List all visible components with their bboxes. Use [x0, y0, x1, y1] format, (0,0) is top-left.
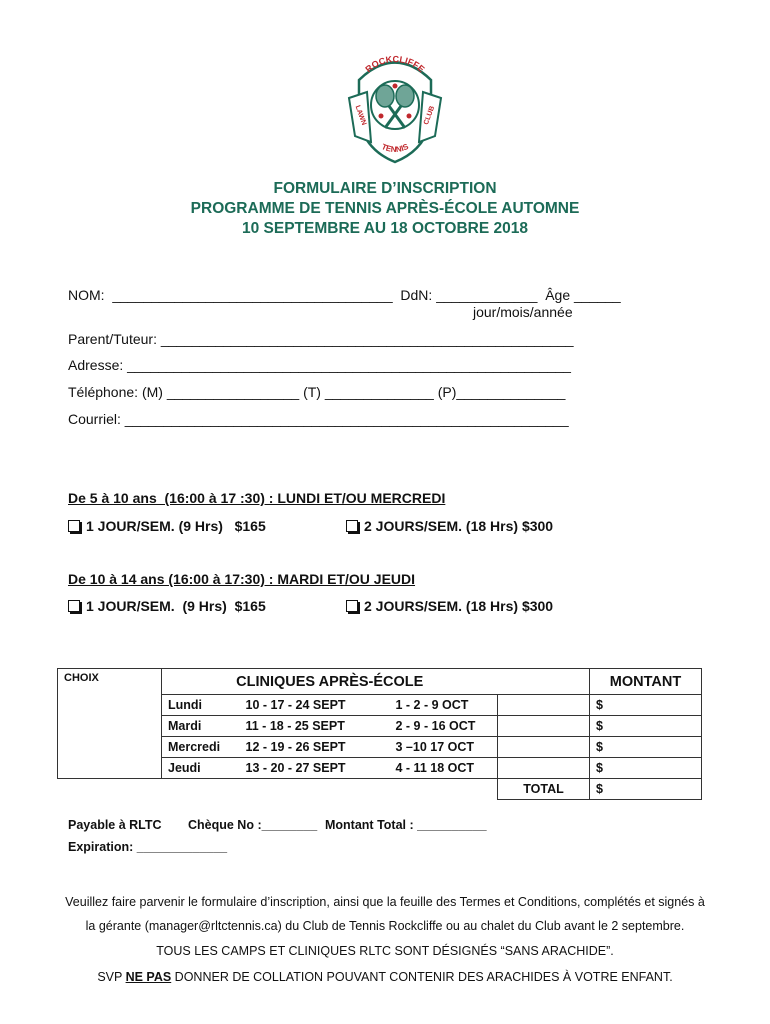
club-logo — [345, 50, 445, 170]
section-5-10-title: De 5 à 10 ans (16:00 à 17 :30) : LUNDI ET/OU MERCREDI — [68, 490, 446, 506]
option-label: 2 JOURS/SEM. (18 Hrs) $300 — [364, 518, 554, 534]
row-oct: 2 - 9 - 16 OCT — [390, 716, 498, 737]
montant-total-field[interactable]: Montant Total : __________ — [325, 818, 487, 832]
club-crest-icon — [345, 50, 445, 170]
row-oct: 3 –10 17 OCT — [390, 737, 498, 758]
row-day: Mercredi — [162, 737, 240, 758]
clinics-header: CLINIQUES APRÈS-ÉCOLE — [162, 669, 498, 695]
clinics-table — [57, 668, 702, 800]
cheque-field[interactable]: Chèque No :________ — [188, 818, 318, 832]
adresse-field[interactable]: Adresse: _________________________________________________________ — [68, 357, 571, 373]
row-amount[interactable]: $ — [590, 695, 702, 716]
form-title — [0, 179, 770, 239]
logo-text-left: LAWN — [353, 104, 368, 127]
logo-text-right: CLUB — [422, 105, 437, 126]
option-5-10-1day[interactable] — [68, 518, 266, 534]
payable-label: Payable à RLTC — [68, 818, 162, 832]
note-suffix: DONNER DE COLLATION POUVANT CONTENIR DES ARACHIDES À VOTRE ENFANT. — [171, 970, 673, 984]
courriel-field[interactable]: Courriel: _________________________________________________________ — [68, 411, 569, 427]
montant-header: MONTANT — [590, 669, 702, 695]
note-emphasis: NE PAS — [125, 970, 172, 984]
row-sept: 11 - 18 - 25 SEPT — [240, 716, 390, 737]
checkbox-icon[interactable] — [68, 520, 80, 532]
total-amount[interactable]: $ — [590, 779, 702, 800]
checkbox-icon[interactable] — [68, 600, 80, 612]
note-prefix: SVP — [97, 970, 126, 984]
row-sept: 13 - 20 - 27 SEPT — [240, 758, 390, 779]
row-amount[interactable]: $ — [590, 758, 702, 779]
row-sept: 12 - 19 - 26 SEPT — [240, 737, 390, 758]
note-line-1: Veuillez faire parvenir le formulaire d’inscription, ainsi que la feuille des Termes et Conditions, complétés et signés à — [65, 895, 705, 909]
option-label: 1 JOUR/SEM. (9 Hrs) $165 — [86, 518, 266, 534]
note-line-2: la gérante (manager@rltctennis.ca) du Club de Tennis Rockcliffe ou au chalet du Club avant le 2 septembre. — [85, 919, 685, 933]
total-row[interactable] — [58, 779, 702, 800]
note-no-snacks — [0, 969, 770, 986]
title-line-1: FORMULAIRE D’INSCRIPTION — [273, 180, 497, 197]
row-amount[interactable]: $ — [590, 716, 702, 737]
section-10-14-title: De 10 à 14 ans (16:00 à 17:30) : MARDI ET/OU JEUDI — [68, 571, 416, 587]
checkbox-icon[interactable] — [346, 600, 358, 612]
title-line-3: 10 SEPTEMBRE AU 18 OCTOBRE 2018 — [242, 220, 528, 237]
expiration-field[interactable]: Expiration: _____________ — [68, 840, 228, 854]
choix-header: CHOIX — [58, 669, 162, 779]
total-label: TOTAL — [498, 779, 590, 800]
row-oct: 4 - 11 18 OCT — [390, 758, 498, 779]
logo-text-bottom: TENNIS — [380, 142, 410, 155]
row-amount[interactable]: $ — [590, 737, 702, 758]
row-oct: 1 - 2 - 9 OCT — [390, 695, 498, 716]
option-10-14-1day[interactable] — [68, 598, 266, 614]
nom-ddn-age-field[interactable]: NOM: ____________________________________ DdN: _____________ Âge ______ — [68, 287, 621, 303]
checkbox-icon[interactable] — [346, 520, 358, 532]
row-sept: 10 - 17 - 24 SEPT — [240, 695, 390, 716]
row-day: Mardi — [162, 716, 240, 737]
ddn-format-hint: jour/mois/année — [473, 304, 573, 320]
parent-field[interactable]: Parent/Tuteur: _____________________________________________________ — [68, 331, 574, 347]
title-line-2: PROGRAMME DE TENNIS APRÈS-ÉCOLE AUTOMNE — [190, 200, 580, 217]
option-label: 1 JOUR/SEM. (9 Hrs) $165 — [86, 598, 266, 614]
row-day: Jeudi — [162, 758, 240, 779]
logo-text-top: ROCKCLIFFE — [363, 54, 427, 75]
option-label: 2 JOURS/SEM. (18 Hrs) $300 — [364, 598, 554, 614]
telephone-field[interactable]: Téléphone: (M) _________________ (T) ______________ (P)______________ — [68, 384, 566, 400]
option-10-14-2days[interactable] — [346, 598, 553, 614]
option-5-10-2days[interactable] — [346, 518, 553, 534]
note-peanut-free: TOUS LES CAMPS ET CLINIQUES RLTC SONT DÉSIGNÉS “SANS ARACHIDE”. — [156, 944, 614, 958]
row-day: Lundi — [162, 695, 240, 716]
